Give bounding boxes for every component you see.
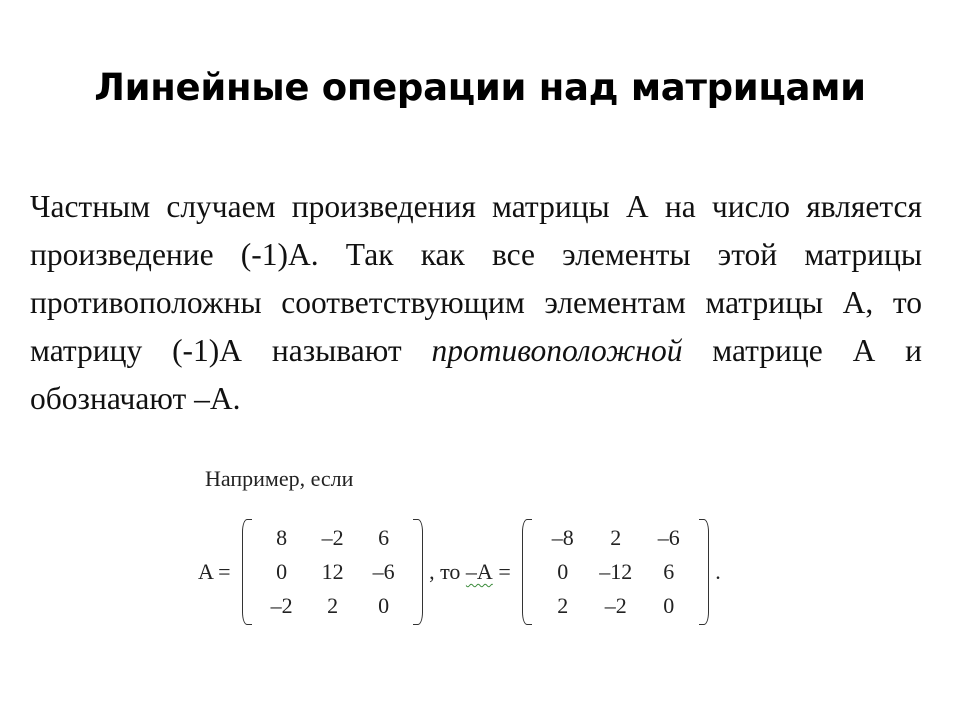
equation-end: . [715, 559, 721, 584]
matrix-row [536, 521, 695, 555]
example-equation [198, 516, 721, 628]
matrix-cell: 0 [276, 559, 288, 584]
matrix-cell: –8 [551, 525, 574, 550]
equation-lhs: A = [198, 559, 237, 584]
matrix-cell: –12 [599, 559, 633, 584]
matrix-cell: 2 [610, 525, 622, 550]
matrix-cell: –2 [604, 593, 627, 618]
matrix-neg-a-grid [536, 521, 695, 623]
left-parenthesis [522, 519, 532, 625]
right-parenthesis [413, 519, 423, 625]
definition-paragraph [30, 183, 922, 423]
matrix-cell: 6 [663, 559, 675, 584]
left-parenthesis [242, 519, 252, 625]
matrix-cell: –2 [270, 593, 293, 618]
matrix-cell: 12 [321, 559, 344, 584]
matrix-a [242, 516, 423, 628]
matrix-cell: –2 [321, 525, 344, 550]
equation-neg-a: –A [465, 559, 493, 584]
example-label: Например, если [205, 466, 354, 491]
equation-equals: = [492, 559, 517, 584]
matrix-row [256, 521, 409, 555]
paragraph-text-2: матрице А и обозначают –А. [30, 333, 922, 416]
matrix-neg-a [522, 516, 709, 628]
equation-middle-prefix: , то [429, 559, 466, 584]
paragraph-italic-term: противоположной [431, 333, 683, 368]
matrix-cell: 0 [557, 559, 569, 584]
matrix-cell: –6 [372, 559, 395, 584]
paragraph-text-1: Частным случаем произведения матрицы А на число является произведение (-1)А. Так как все элементы этой матрицы противоположны соответствующим элементам матрицы А, то матрицу (-1)А называют [30, 189, 922, 368]
matrix-cell: 0 [378, 593, 390, 618]
matrix-cell: 8 [276, 525, 288, 550]
matrix-cell: 0 [663, 593, 675, 618]
matrix-row [256, 589, 409, 623]
slide-title: Линейные операции над матрицами [94, 66, 866, 109]
matrix-cell: 2 [327, 593, 339, 618]
matrix-cell: 2 [557, 593, 569, 618]
matrix-row [256, 555, 409, 589]
matrix-row [536, 589, 695, 623]
matrix-cell: 6 [378, 525, 390, 550]
matrix-row [536, 555, 695, 589]
matrix-a-grid [256, 521, 409, 623]
right-parenthesis [699, 519, 709, 625]
matrix-cell: –6 [657, 525, 680, 550]
